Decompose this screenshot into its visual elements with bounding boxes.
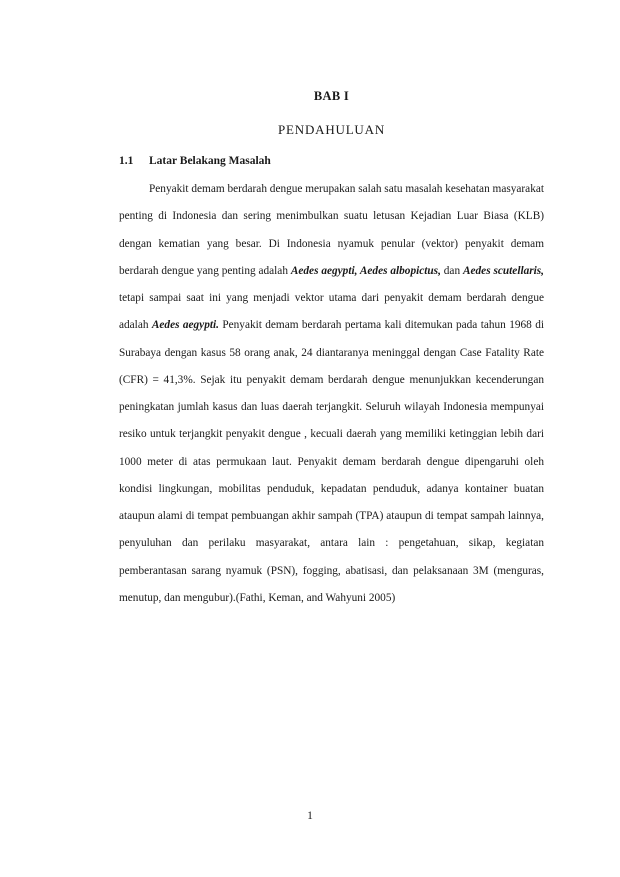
section-number: 1.1	[119, 155, 134, 167]
page-number: 1	[307, 810, 313, 822]
paragraph-text-2: dan	[440, 264, 463, 277]
paragraph-text-3: tetapi sampai saat ini yang menjadi vektor utama dari penyakit demam berdarah dengue adalah	[119, 292, 544, 332]
chapter-number: BAB I	[313, 89, 350, 103]
paragraph-text-4: Penyakit demam berdarah pertama kali ditemukan pada tahun 1968 di Surabaya dengan kasus 58 orang anak, 24 diantaranya meninggal dengan Case Fatality Rate (CFR) = 41,3%. Sejak itu penyakit demam berdarah dengue menunjukkan kecenderungan peningkatan jumlah kasus dan luas daerah terjangkit. Seluruh wilayah Indonesia mempunyai resiko untuk terjangkit penyakit dengue , kecuali daerah yang memiliki ketinggian lebih dari 1000 meter di atas permukaan laut. Penyakit demam berdarah dengue dipengaruhi oleh kondisi lingkungan, mobilitas penduduk, kepadatan penduduk, adanya kontainer buatan ataupun alami di tempat pembuangan akhir sampah (TPA) ataupun di tempat sampah lainnya, penyuluhan dan perilaku masyarakat, antara lain : pengetahuan, sikap, kegiatan pemberantasan sarang nyamuk (PSN), fogging, abatisasi, dan pelaksanaan 3M (menguras, menutup, dan mengubur).(Fathi, Keman, and Wahyuni 2005)	[119, 319, 544, 604]
section-heading	[119, 155, 271, 167]
species-names-1: Aedes aegypti, Aedes albopictus,	[290, 264, 441, 277]
section-title: Latar Belakang Masalah	[149, 155, 271, 167]
body-paragraph	[119, 176, 544, 612]
paragraph-text-1: Penyakit demam berdarah dengue merupakan salah satu masalah kesehatan masyarakat penting di Indonesia dan sering menimbulkan suatu letusan Kejadian Luar Biasa (KLB) dengan kematian yang besar. Di Indonesia nyamuk penular (vektor) penyakit demam berdarah dengue yang penting adalah	[119, 183, 544, 277]
chapter-title: PENDAHULUAN	[277, 122, 386, 137]
species-name-2: Aedes scutellaris,	[462, 264, 544, 277]
species-name-3: Aedes aegypti.	[151, 319, 219, 332]
